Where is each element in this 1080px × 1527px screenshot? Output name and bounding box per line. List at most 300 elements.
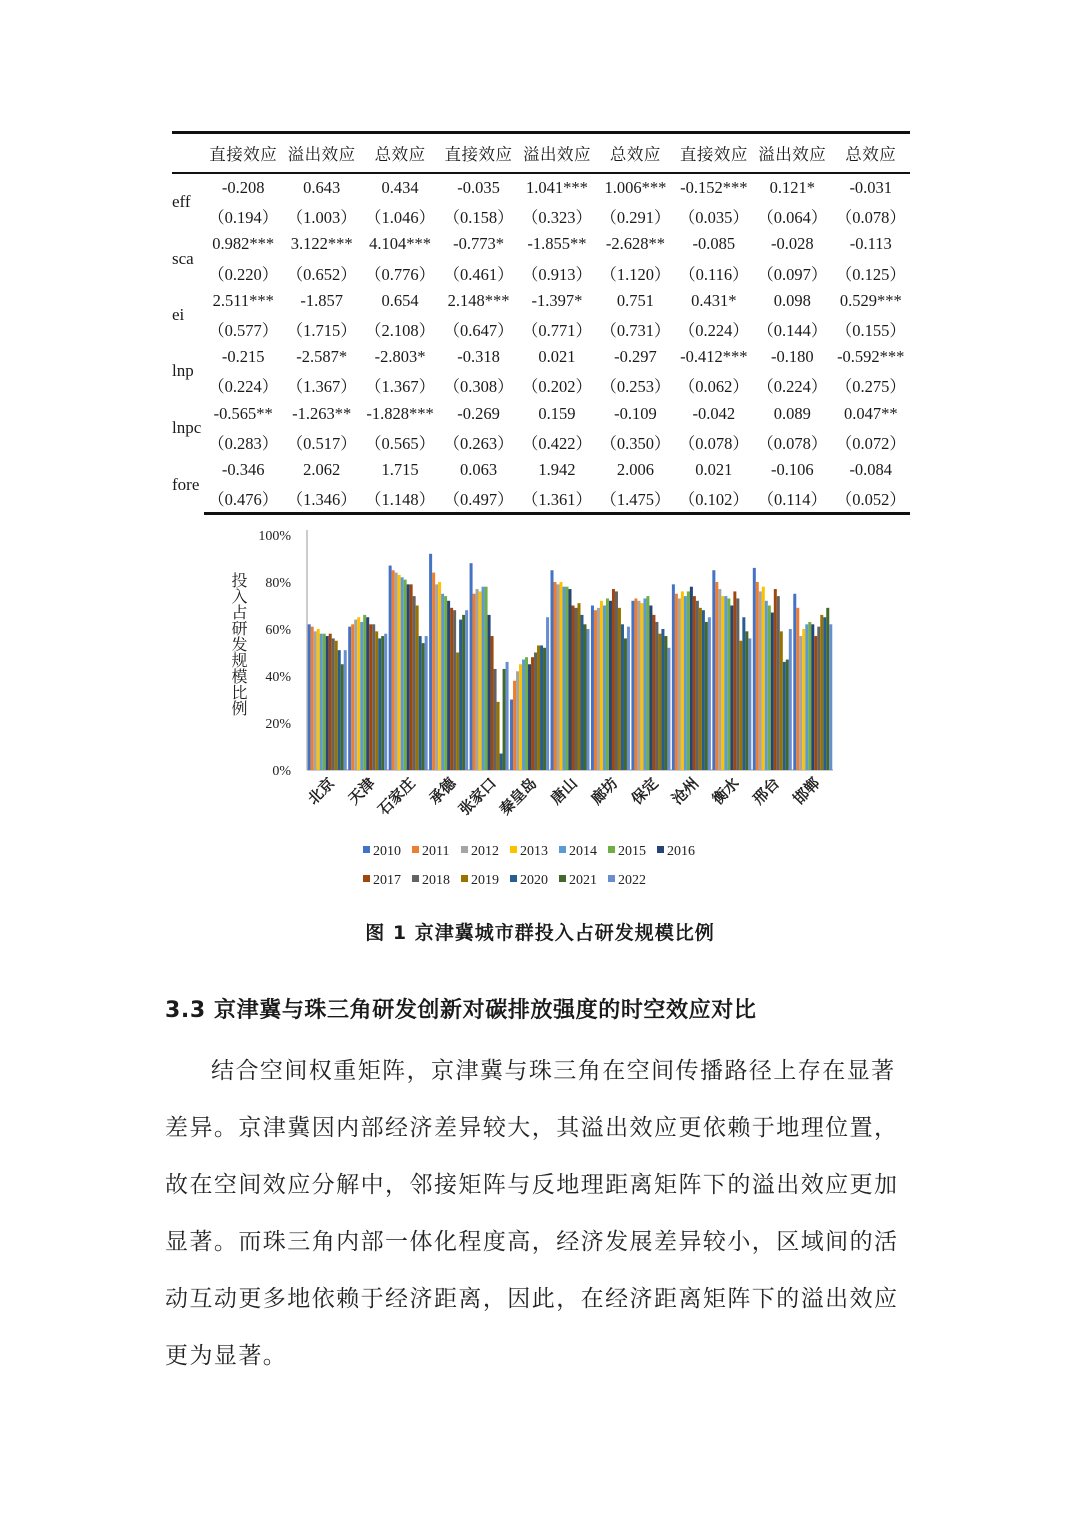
standard-error-cell: （0.263） — [443, 433, 514, 453]
y-tick-label: 20% — [265, 717, 291, 732]
bar-2021-保定 — [664, 636, 667, 770]
coefficient-cell: 0.121* — [769, 178, 815, 198]
coefficient-cell: 0.643 — [303, 178, 341, 198]
bar-2021-邯郸 — [826, 608, 829, 770]
legend-swatch-2015 — [608, 846, 615, 853]
bar-2022-石家庄 — [425, 636, 428, 770]
bar-2010-邢台 — [753, 568, 756, 770]
bar-2021-石家庄 — [422, 643, 425, 770]
coefficient-cell: -0.318 — [457, 347, 500, 367]
standard-error-cell: （0.062） — [678, 377, 749, 397]
coefficient-cell: 2.148*** — [447, 290, 510, 310]
bar-2010-唐山 — [551, 570, 554, 770]
bar-2020-沧州 — [702, 610, 705, 770]
legend-label-2013: 2013 — [520, 844, 548, 859]
coefficient-cell: -0.412*** — [680, 347, 748, 367]
category-label: 邢台 — [749, 774, 784, 809]
bar-2018-廊坊 — [615, 591, 618, 770]
legend-label-2020: 2020 — [520, 873, 548, 888]
standard-error-cell: （0.652） — [286, 264, 357, 284]
coefficient-cell: 0.751 — [616, 290, 654, 310]
bar-2017-邯郸 — [814, 636, 817, 770]
bar-2014-石家庄 — [401, 577, 404, 770]
bar-2022-沧州 — [708, 617, 711, 770]
coefficient-cell: 2.006 — [616, 459, 654, 479]
bar-2021-天津 — [381, 636, 384, 770]
regression-table — [172, 131, 910, 515]
coefficient-cell: -0.035 — [457, 178, 500, 198]
bar-2013-石家庄 — [398, 575, 401, 770]
coefficient-cell: -0.152*** — [680, 178, 748, 198]
coefficient-cell: -2.803* — [374, 347, 426, 367]
standard-error-cell: （0.461） — [443, 264, 514, 284]
bar-2010-承德 — [429, 554, 432, 770]
table-row-se — [172, 259, 910, 287]
bar-2013-邢台 — [762, 587, 765, 770]
standard-error-cell: （0.202） — [521, 377, 593, 397]
bar-2010-张家口 — [470, 563, 473, 770]
standard-error-cell: （1.346） — [282, 484, 360, 514]
bar-2012-沧州 — [678, 598, 681, 770]
legend-swatch-2022 — [608, 875, 615, 882]
y-tick-label: 60% — [265, 623, 291, 638]
bar-2021-秦皇岛 — [543, 648, 546, 770]
standard-error-cell: （0.771） — [521, 321, 593, 341]
standard-error-cell: （1.046） — [365, 208, 436, 228]
coefficient-cell: 0.159 — [538, 403, 576, 423]
table-header-row — [172, 133, 910, 174]
bar-2016-秦皇岛 — [528, 664, 531, 770]
bar-2011-廊坊 — [594, 610, 597, 770]
category-label: 北京 — [304, 774, 339, 809]
legend-label-2019: 2019 — [471, 873, 499, 888]
coefficient-cell: -0.215 — [221, 347, 265, 367]
bar-2013-张家口 — [479, 591, 482, 770]
bar-2021-唐山 — [584, 624, 587, 770]
table-header-cell: 直接效应 — [204, 133, 282, 174]
bar-2019-北京 — [335, 641, 338, 770]
coefficient-cell: 0.529*** — [839, 290, 902, 310]
coefficient-cell: 1.041*** — [526, 178, 588, 198]
table-header-cell: 溢出效应 — [282, 133, 360, 174]
bar-2015-衡水 — [727, 598, 730, 770]
variable-name: ei — [172, 304, 185, 324]
standard-error-cell: （0.913） — [521, 264, 593, 284]
bar-2020-天津 — [378, 638, 381, 770]
bar-2010-衡水 — [712, 570, 715, 770]
table-row-se — [172, 315, 910, 343]
bar-2013-北京 — [317, 629, 320, 770]
body-paragraph: 结合空间权重矩阵，京津冀与珠三角在空间传播路径上存在显著差异。京津冀因内部经济差异较大，其溢出效应更依赖于地理位置，故在空间效应分解中，邻接矩阵与反地理距离矩阵下的溢出效应更加显著。而珠三角内部一体化程度高，经济发展差异较小，区域间的活动互动更多地依赖于经济距离，因此，在经济距离矩阵下的溢出效应更为显著。 — [165, 1058, 899, 1369]
bar-2014-唐山 — [563, 587, 566, 770]
bar-2022-承德 — [465, 610, 468, 770]
bar-2016-邯郸 — [811, 624, 814, 770]
standard-error-cell: （0.291） — [600, 208, 671, 228]
coefficient-cell: -0.180 — [770, 347, 814, 367]
coefficient-cell: 2.511*** — [212, 290, 274, 310]
standard-error-cell: （1.120） — [600, 264, 671, 284]
bar-2017-秦皇岛 — [531, 657, 534, 770]
standard-error-cell: （0.224） — [678, 321, 749, 341]
bar-2012-北京 — [314, 631, 317, 770]
coefficient-cell: 1.942 — [538, 459, 576, 479]
bar-2013-沧州 — [681, 591, 684, 770]
coefficient-cell: -0.592*** — [837, 347, 905, 367]
category-label: 石家庄 — [374, 774, 419, 819]
coefficient-cell: 0.431* — [691, 290, 737, 310]
standard-error-cell: （0.253） — [600, 377, 671, 397]
coefficient-cell: 0.434 — [381, 178, 419, 198]
coefficient-cell: 0.654 — [381, 290, 419, 310]
y-tick-label: 40% — [265, 670, 291, 685]
bar-chart — [210, 522, 850, 902]
bar-2015-天津 — [363, 615, 366, 770]
bar-2015-沧州 — [687, 591, 690, 770]
table-header-cell: 总效应 — [832, 133, 910, 174]
bar-2017-北京 — [329, 634, 332, 770]
bar-2018-唐山 — [575, 608, 578, 770]
bar-2017-张家口 — [491, 636, 494, 770]
section-heading: 3.3 京津冀与珠三角研发创新对碳排放强度的时空效应对比 — [165, 998, 757, 1023]
bar-2010-沧州 — [672, 584, 675, 770]
bar-2020-秦皇岛 — [540, 645, 543, 770]
bar-2012-廊坊 — [597, 608, 600, 770]
coefficient-cell: 1.715 — [381, 459, 419, 479]
bar-2012-邢台 — [759, 591, 762, 770]
y-tick-label: 0% — [272, 764, 291, 779]
table-header-cell: 溢出效应 — [753, 133, 831, 174]
legend-swatch-2013 — [510, 846, 517, 853]
coefficient-cell: -0.773* — [453, 234, 504, 254]
bar-2018-天津 — [372, 624, 375, 770]
bar-2016-邢台 — [771, 613, 774, 770]
y-tick-label: 80% — [265, 576, 291, 591]
standard-error-cell: （0.647） — [443, 321, 514, 341]
variable-name: lnpc — [172, 417, 202, 437]
bar-2011-石家庄 — [392, 570, 395, 770]
legend-swatch-2014 — [559, 846, 566, 853]
standard-error-cell: （0.064） — [757, 208, 828, 228]
bar-2010-天津 — [348, 627, 351, 770]
bar-2014-秦皇岛 — [522, 660, 525, 770]
legend-label-2012: 2012 — [471, 844, 499, 859]
table-row-coef — [172, 287, 910, 315]
coefficient-cell: -0.565** — [213, 403, 273, 423]
bar-2022-张家口 — [506, 662, 509, 770]
bar-2011-邯郸 — [796, 608, 799, 770]
legend-swatch-2021 — [559, 875, 566, 882]
bar-2013-秦皇岛 — [519, 664, 522, 770]
coefficient-cell: -2.587* — [296, 347, 348, 367]
standard-error-cell: （0.144） — [757, 321, 828, 341]
standard-error-cell: （0.422） — [521, 433, 593, 453]
table-header-cell: 直接效应 — [675, 133, 753, 174]
bar-2017-承德 — [450, 608, 453, 770]
standard-error-cell: （1.148） — [361, 484, 439, 514]
legend-swatch-2017 — [363, 875, 370, 882]
standard-error-cell: （0.776） — [365, 264, 436, 284]
bar-2017-廊坊 — [612, 589, 615, 770]
bar-2015-保定 — [646, 596, 649, 770]
bar-2014-邯郸 — [805, 624, 808, 770]
standard-error-cell: （0.283） — [208, 433, 279, 453]
bar-2011-天津 — [351, 624, 354, 770]
bar-2015-秦皇岛 — [525, 657, 528, 770]
table-row-coef — [172, 400, 910, 428]
bar-2020-石家庄 — [419, 636, 422, 770]
bar-2011-沧州 — [675, 594, 678, 770]
bar-2014-沧州 — [684, 596, 687, 770]
bar-2014-保定 — [643, 598, 646, 770]
bar-2019-廊坊 — [618, 608, 621, 770]
bar-2014-廊坊 — [603, 606, 606, 771]
coefficient-cell: 0.047** — [843, 403, 898, 423]
bar-2020-张家口 — [500, 754, 503, 770]
category-label: 沧州 — [668, 774, 703, 809]
standard-error-cell: （0.220） — [208, 264, 279, 284]
coefficient-cell: 0.089 — [773, 403, 811, 423]
coefficient-cell: -2.628** — [605, 234, 665, 254]
coefficient-cell: 1.006*** — [604, 178, 667, 198]
legend-swatch-2018 — [412, 875, 419, 882]
bar-2018-邯郸 — [817, 627, 820, 770]
bar-2015-唐山 — [566, 587, 569, 770]
bar-2019-石家庄 — [416, 606, 419, 771]
bar-2018-衡水 — [736, 598, 739, 770]
category-label: 天津 — [344, 774, 379, 809]
bar-2014-衡水 — [724, 596, 727, 770]
legend-swatch-2016 — [657, 846, 664, 853]
y-tick-label: 100% — [258, 529, 291, 544]
legend-label-2021: 2021 — [569, 873, 597, 888]
table-row-coef — [172, 173, 910, 202]
legend-label-2017: 2017 — [373, 873, 401, 888]
legend-swatch-2020 — [510, 875, 517, 882]
bar-2018-石家庄 — [413, 596, 416, 770]
bar-2017-保定 — [652, 615, 655, 770]
table-row-se — [172, 428, 910, 456]
bar-2020-邢台 — [783, 662, 786, 770]
bar-2017-邢台 — [774, 589, 777, 770]
category-label: 承德 — [425, 774, 460, 809]
bar-2010-保定 — [631, 601, 634, 770]
bar-2018-邢台 — [777, 596, 780, 770]
bar-2014-承德 — [441, 594, 444, 770]
bar-2016-衡水 — [730, 606, 733, 771]
standard-error-cell: （0.072） — [835, 433, 906, 453]
bar-2011-保定 — [634, 598, 637, 770]
bar-2014-天津 — [360, 622, 363, 770]
bar-2021-北京 — [341, 664, 344, 770]
bar-2010-北京 — [308, 624, 311, 770]
bar-2016-沧州 — [690, 587, 693, 770]
bar-2019-唐山 — [578, 603, 581, 770]
bar-2011-张家口 — [473, 594, 476, 770]
coefficient-cell: -1.828*** — [366, 403, 434, 423]
bar-2019-张家口 — [497, 702, 500, 770]
standard-error-cell: （1.361） — [518, 484, 596, 514]
standard-error-cell: （0.224） — [757, 377, 828, 397]
bar-2018-保定 — [655, 622, 658, 770]
bar-2016-石家庄 — [407, 584, 410, 770]
coefficient-cell: -0.208 — [221, 178, 265, 198]
table-row-coef — [172, 343, 910, 371]
bar-2011-邢台 — [756, 582, 759, 770]
bar-2012-秦皇岛 — [516, 671, 519, 770]
bar-2012-衡水 — [718, 589, 721, 770]
bar-2020-保定 — [661, 629, 664, 770]
bar-2019-沧州 — [699, 608, 702, 770]
bar-2011-承德 — [432, 573, 435, 770]
bar-2020-北京 — [338, 650, 341, 770]
bar-2019-秦皇岛 — [537, 645, 540, 770]
legend-swatch-2010 — [363, 846, 370, 853]
standard-error-cell: （1.475） — [596, 484, 674, 514]
bar-2018-北京 — [332, 638, 335, 770]
bar-2017-沧州 — [693, 596, 696, 770]
coefficient-cell: -0.042 — [692, 403, 736, 423]
bar-2016-天津 — [366, 617, 369, 770]
bar-2015-张家口 — [485, 587, 488, 770]
coefficient-cell: -0.269 — [457, 403, 500, 423]
bar-2013-保定 — [640, 603, 643, 770]
coefficient-cell: 0.021 — [695, 459, 733, 479]
bar-2022-保定 — [667, 648, 670, 770]
standard-error-cell: （0.078） — [835, 208, 906, 228]
bar-2019-承德 — [456, 653, 459, 771]
bar-2014-北京 — [320, 634, 323, 770]
table-row-se — [172, 371, 910, 399]
standard-error-cell: （0.194） — [208, 208, 279, 228]
bar-2012-石家庄 — [395, 573, 398, 770]
bar-2016-承德 — [447, 601, 450, 770]
standard-error-cell: （1.715） — [286, 321, 357, 341]
bar-2016-廊坊 — [609, 601, 612, 770]
bar-2012-张家口 — [476, 589, 479, 770]
bar-2015-邢台 — [768, 606, 771, 771]
standard-error-cell: （0.577） — [208, 321, 279, 341]
standard-error-cell: （0.517） — [286, 433, 357, 453]
bar-2015-承德 — [444, 596, 447, 770]
bar-2010-廊坊 — [591, 606, 594, 771]
standard-error-cell: （0.565） — [365, 433, 436, 453]
coefficient-cell: 3.122*** — [290, 234, 353, 254]
variable-name: sca — [172, 248, 194, 268]
legend-swatch-2019 — [461, 875, 468, 882]
bar-2022-天津 — [384, 634, 387, 770]
coefficient-cell: -0.106 — [770, 459, 814, 479]
bar-2011-北京 — [311, 627, 314, 770]
coefficient-cell: 4.104*** — [369, 234, 432, 254]
table-body — [172, 173, 910, 514]
bar-2019-邯郸 — [820, 615, 823, 770]
standard-error-cell: （0.116） — [679, 264, 749, 284]
bar-2021-衡水 — [745, 631, 748, 770]
bar-2020-承德 — [459, 620, 462, 770]
table-header-cell: 总效应 — [596, 133, 674, 174]
coefficient-cell: -0.109 — [614, 403, 657, 423]
variable-name: lnp — [172, 361, 194, 381]
bar-2017-天津 — [369, 624, 372, 770]
bar-2022-秦皇岛 — [546, 617, 549, 770]
bar-2011-唐山 — [554, 582, 557, 770]
coefficient-cell: -0.346 — [221, 459, 265, 479]
table-row-coef — [172, 230, 910, 258]
bar-2011-衡水 — [715, 582, 718, 770]
table-header-cell: 溢出效应 — [518, 133, 596, 174]
bar-2022-邢台 — [789, 629, 792, 770]
category-label: 廊坊 — [587, 774, 622, 809]
bar-2016-北京 — [326, 636, 329, 770]
category-label: 唐山 — [546, 774, 581, 809]
bar-2015-北京 — [323, 634, 326, 770]
standard-error-cell: （1.367） — [286, 377, 357, 397]
standard-error-cell: （0.476） — [204, 484, 282, 514]
legend-label-2016: 2016 — [667, 844, 695, 859]
bar-2021-邢台 — [786, 660, 789, 770]
category-label: 张家口 — [455, 774, 500, 819]
bar-2012-承德 — [435, 584, 438, 770]
bar-2015-邯郸 — [808, 622, 811, 770]
bar-2022-邯郸 — [829, 624, 832, 770]
standard-error-cell: （0.114） — [753, 484, 831, 514]
bar-2022-衡水 — [748, 638, 751, 770]
category-label: 秦皇岛 — [495, 774, 541, 819]
table-row-coef — [172, 456, 910, 484]
table-row-se — [172, 484, 910, 514]
bar-2012-唐山 — [557, 584, 560, 770]
coefficient-cell: 0.982*** — [212, 234, 275, 254]
chart-y-axis-label: 投入占研发规模比例 — [229, 572, 248, 716]
standard-error-cell: （0.308） — [443, 377, 514, 397]
coefficient-cell: -1.263** — [292, 403, 352, 423]
bar-2014-张家口 — [482, 587, 485, 770]
bar-2022-唐山 — [587, 629, 590, 770]
bar-2010-邯郸 — [793, 594, 796, 770]
bar-2018-秦皇岛 — [534, 653, 537, 771]
coefficient-cell: -1.857 — [300, 290, 343, 310]
bar-2014-邢台 — [765, 601, 768, 770]
bar-2020-邯郸 — [823, 617, 826, 770]
figure-caption: 图 1 京津冀城市群投入占研发规模比例 — [365, 922, 715, 944]
variable-name: fore — [172, 474, 200, 494]
standard-error-cell: （0.078） — [678, 433, 749, 453]
bar-2012-邯郸 — [799, 636, 802, 770]
table-header-blank — [172, 133, 204, 174]
bar-2016-唐山 — [569, 589, 572, 770]
bar-2016-张家口 — [488, 615, 491, 770]
standard-error-cell: （0.078） — [757, 433, 828, 453]
standard-error-cell: （0.275） — [835, 377, 906, 397]
bar-2020-廊坊 — [621, 624, 624, 770]
legend-label-2011: 2011 — [422, 844, 450, 859]
bar-2012-保定 — [637, 601, 640, 770]
standard-error-cell: （0.350） — [600, 433, 671, 453]
standard-error-cell: （0.497） — [439, 484, 517, 514]
standard-error-cell: （1.003） — [286, 208, 357, 228]
standard-error-cell: （0.323） — [521, 208, 593, 228]
bar-2013-天津 — [357, 617, 360, 770]
coefficient-cell: -0.084 — [849, 459, 893, 479]
standard-error-cell: （1.367） — [365, 377, 436, 397]
coefficient-cell: -0.297 — [614, 347, 657, 367]
coefficient-cell: -0.085 — [692, 234, 736, 254]
legend-label-2010: 2010 — [373, 844, 401, 859]
standard-error-cell: （0.155） — [835, 321, 906, 341]
bar-2021-廊坊 — [624, 638, 627, 770]
bar-2019-天津 — [375, 631, 378, 770]
coefficient-cell: -1.855** — [527, 234, 587, 254]
